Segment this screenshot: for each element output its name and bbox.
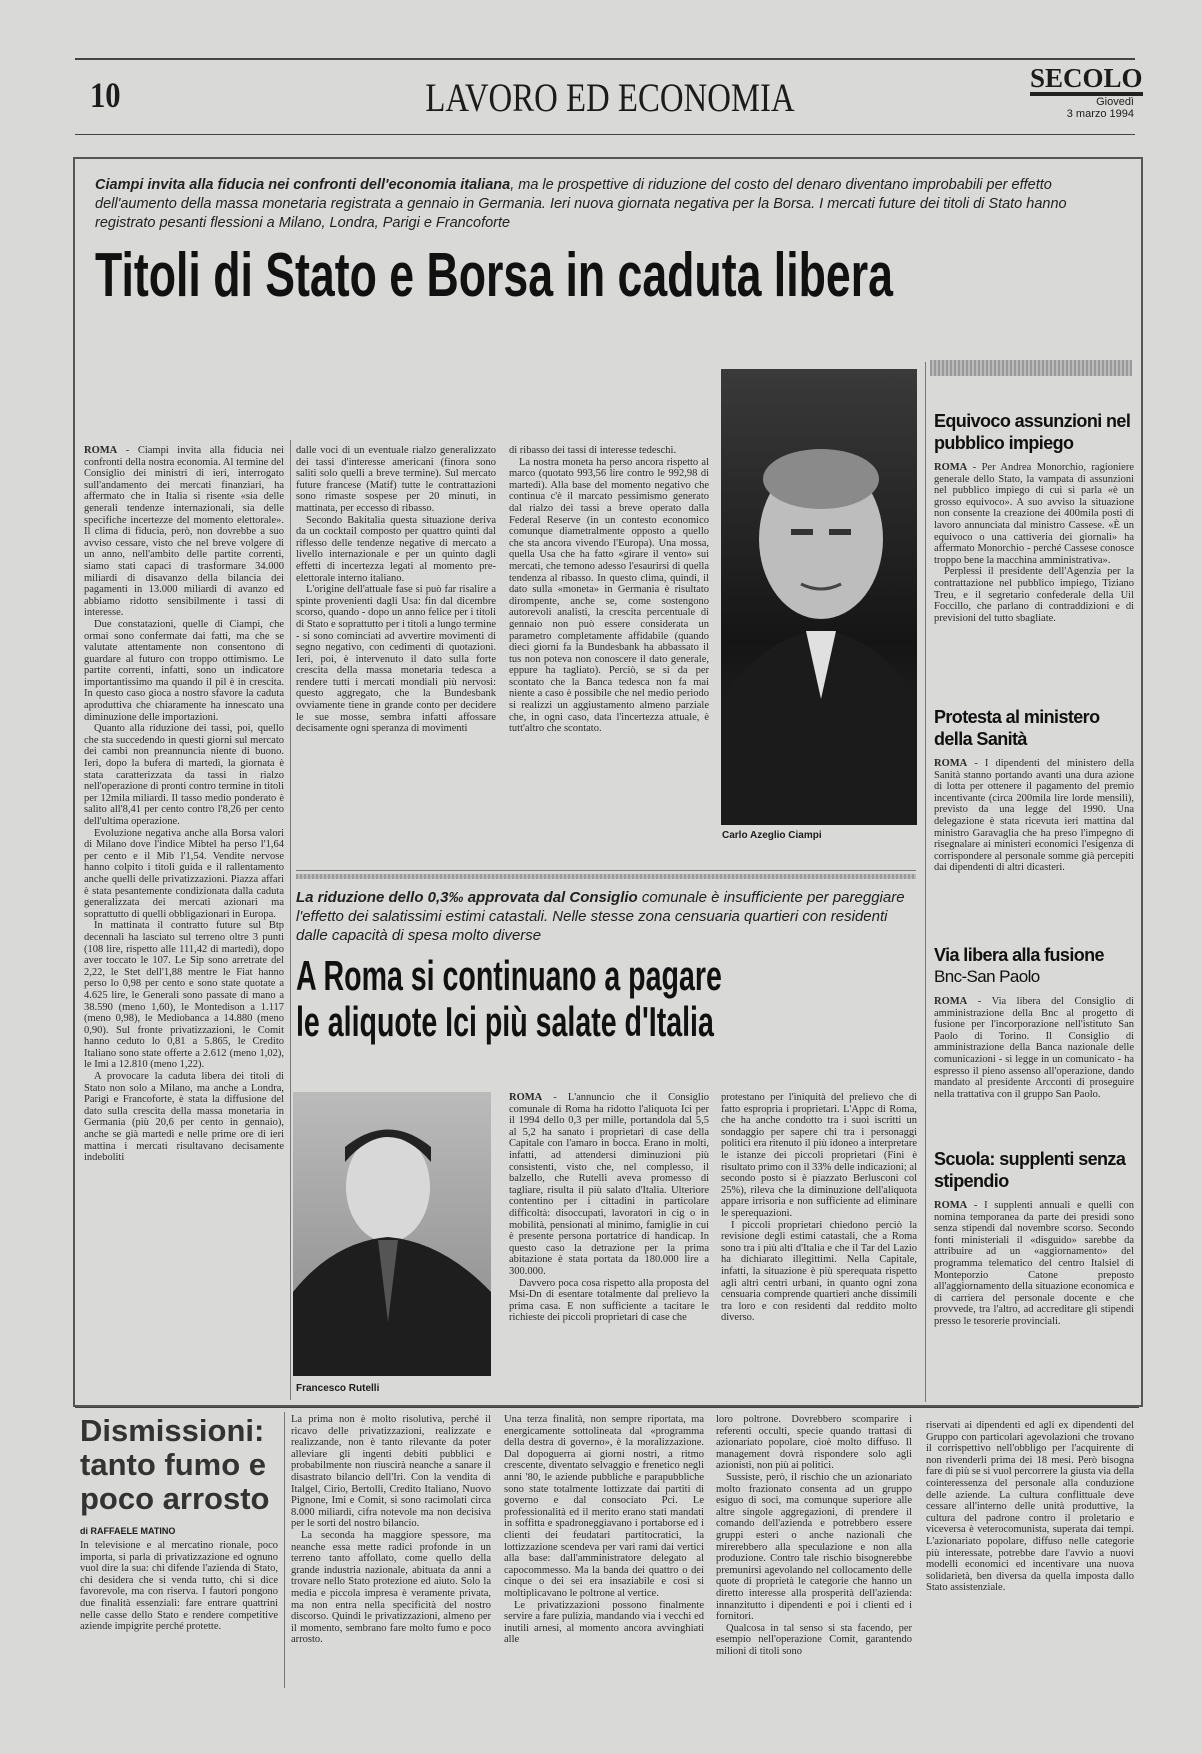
- issue-weekday: Giovedì: [1096, 96, 1134, 108]
- lead-deck: [95, 176, 1105, 233]
- lead-column-2: [296, 445, 496, 865]
- sidebar-headline-assunzioni: Equivoco assunzioni nel pubblico impiego: [934, 411, 1131, 453]
- dateline: ROMA: [84, 445, 118, 456]
- sidebar-text: - Via libera del Consiglio di amministrazione della Bnc al progetto di fusione per l'incorporazione nell'istituto San Paolo di Torino. Il Consiglio di amministrazione della Banca nazionale delle comunicazioni - si legge in un comunicato - ha espresso il pieno assenso all'operazione, dando mandato al presidente Arcconti di proseguire nella trattativa con il gruppo San Paolo.: [934, 996, 1134, 1100]
- sidebar-body-assunzioni: [934, 462, 1134, 694]
- ici-headline-line2: le aliquote Ici più salate d'Italia: [296, 998, 714, 1045]
- ici-text: I piccoli proprietari chiedono perciò la revisione degli estimi catastali, che a Roma sono tra i più alti d'Italia e che il Tar del Lazio ha dichiarato illegittimi. Nella Capitale, infatti, la situazione è più sperequata rispetto agli altri centri urbani, in quanto ogni zona censuaria comprende quartieri anche dissimili tra loro e con residenti dal reddito molto diverso.: [721, 1219, 917, 1324]
- sidebar-article-fusione: [934, 944, 1134, 1136]
- sidebar-headline-scuola: Scuola: supplenti senza stipendio: [934, 1149, 1126, 1191]
- dateline: ROMA: [509, 1092, 543, 1103]
- rutelli-photo-caption: Francesco Rutelli: [296, 1383, 380, 1394]
- lead-text: Secondo Bakitalia questa situazione deriva da un cocktail composto per quattro quinti dal riflesso delle tendenze negative di mercato a livello internazionale e per un quinto dagli effetti di incertezza legati al momento pre-elettorale interno italiano.: [296, 514, 496, 584]
- dismissioni-text: La seconda ha maggiore spessore, ma neanche essa mette radici profonde in un terreno tanto affollato, come quello della grande industria nazionale, abituata da anni a trovare nello Stato protezione ed aiuto. Solo la media e piccola impresa è veramente privata, ma non entra nella specificità del nostro discorso. Quindi le privatizzazioni, almeno per il momento, sembrano fare molto fumo e poco arrosto.: [291, 1529, 491, 1646]
- newspaper-logo: SECOLO: [1030, 64, 1143, 96]
- ici-headline-holder: [296, 953, 911, 1045]
- ici-headline: [296, 952, 722, 1045]
- sidebar: [934, 410, 1134, 1398]
- lead-text: di ribasso dei tassi di interesse tedeschi.: [509, 445, 677, 456]
- lead-headline-holder: [95, 243, 1105, 311]
- lead-column-3: [509, 445, 709, 865]
- sidebar-article-sanita: [934, 706, 1134, 932]
- section-title: LAVORO ED ECONOMIA: [425, 75, 795, 120]
- sidebar-text: Perplessi il presidente dell'Agenzia per la contrattazione nel pubblico impiego, Tiziano Treu, e il segretario confederale della Uil Foccillo, che parlano di contraddizioni e di previsioni del tutto sbagliate.: [934, 566, 1134, 624]
- lead-header-block: [95, 176, 1105, 311]
- dismissioni-headline: Dismissioni: tanto fumo e poco arrosto: [80, 1414, 270, 1516]
- page-number: 10: [90, 75, 121, 115]
- dismissioni-text: riservati ai dipendenti ed agli ex dipendenti del Gruppo con particolari agevolazioni che trovano il corrispettivo nell'obbligo per l'acquirente di non rivenderli prima dei 18 mesi. Però bisogna fare di più se si vuol percorrere la giusta via della cointeressenza del personale alla conduzione delle aziende. La cultura conflittuale deve cessare all'interno delle unità produttive, la cultura del padrone contro il proletario e viceversa è veterocomunista, superata dai tempi. L'azionariato popolare, diffuso nelle categorie più interessate, potrebbe dare l'avvio a nuovi modelli economici ed incentivare una nuova solidarietà, ben diversa da quella imposta dallo Stato assistenziale.: [926, 1420, 1134, 1594]
- column-divider: [290, 440, 291, 1400]
- lead-column-1: [84, 445, 284, 1397]
- dismissioni-column-4: [926, 1420, 1134, 1686]
- sidebar-text: - I dipendenti del ministero della Sanità stanno portando avanti una dura azione di lotta per ottenere il pagamento del premio incentivante (circa 200mila lire lorde mensili), previsto da una legge del 1990. Una delegazione è stata ricevuta ieri mattina dal ministro Garavaglia che ha preso l'impegno di risegnalare ai ministeri economici l'esigenza di corrispondere al personale somme già percepiti dai dipendenti di altri dicasteri.: [934, 758, 1134, 874]
- portrait-illustration: [721, 369, 917, 825]
- sidebar-article-assunzioni: [934, 410, 1134, 694]
- dismissioni-text: loro poltrone. Dovrebbero scomparire i referenti occulti, specie quando trattasi di azionariato popolare, cioè molto diffuso. Il management dovrà rispondere solo agli azionisti, non più ai politici.: [716, 1414, 912, 1472]
- ici-text: protestano per l'iniquità del prelievo che di fatto espropria i proprietari. L'Appc di Roma, che ha anche condotto tra i suoi iscritti un sondaggio per sapere chi tra i personaggi politici era ritenuto il più idoneo a interpretare le istanze dei piccoli proprietari (Fini è risultato primo con il 33% delle indicazioni; al secondo posto si è piazzato Berlusconi col 25%), rileva che la diminuzione dell'aliquota appare irrisoria e non sufficiente ad eliminare le sperequazioni.: [721, 1092, 917, 1219]
- ici-text: - L'annuncio che il Consiglio comunale di Roma ha ridotto l'aliquota Ici per il 1994 dello 0,3 per mille, portandola dal 5,5 al 5,2 ha sanato i proprietari di case della Capitale con l'amaro in bocca. Erano in molti, infatti, ad attendersi diminuzioni più consistenti, visto che, nel complesso, il balzello, che Rutelli aveva promesso di tagliare, risulta il più salato d'Italia. Ulteriore contentino per i cittadini in particolare difficoltà: disoccupati, lavoratori in cig o in mobilità, pensionati al minimo, famiglie in cui è presente persona portatrice di handicap. In questo caso la detrazione per la prima abitazione è stata portata da 180.000 lire a 300.000.: [509, 1092, 709, 1277]
- dismissioni-text: Qualcosa in tal senso si sta facendo, per esempio nell'operazione Comit, garantendo milioni di titoli sono: [716, 1622, 912, 1657]
- dateline: ROMA: [934, 1200, 968, 1211]
- lead-text: dalle voci di un eventuale rialzo generalizzato dei tassi d'interesse americani (finora sono saliti solo quelli a breve termine). Sul mercato future francese (Matif) tutte le contrattazioni sono rimaste sospese per 20 minuti, in mattinata, per eccesso di ribasso.: [296, 445, 496, 514]
- dismissioni-column-3: [716, 1414, 912, 1688]
- dateline: ROMA: [934, 462, 968, 473]
- lead-text: La nostra moneta ha perso ancora rispetto al marco (quotato 993,56 lire contro le 992,98 di martedì). Alla base del momento negativo che continua c'è il marcato pessimismo generato dal rialzo dei tassi a breve operato dalla Federal Reserve (in un contesto economico comunque diametralmente opposto a quello che sta ancora vivendo l'Europa). Una mossa, quella Usa che ha fatto «girare il vento» sui mercati, che temono adesso l'esaurirsi di quella tendenza al ribasso. In questo clima, quindi, il dato sulla «moneta» in Germania è risultato dirompente, anche se, come sostengono autorevoli analisti, la crescita percentuale di gennaio non può essere considerata un parametro completamente affidabile (quando dieci giorni fa la Bundesbank ha abbassato il tus non poteva non conoscere il dato generale, eppure ha tagliato). Perciò, se si da per scontato che la Banca tedesca non fa mai niente a caso è possibile che nel medio periodo si realizzi un aggiustamento almeno parziale che, in ogni caso, data l'incertezza attuale, è tutt'altro che scontato.: [509, 456, 709, 735]
- lead-deck-bold: Ciampi invita alla fiducia nei confronti dell'economia italiana: [95, 177, 511, 193]
- ici-column-1: [509, 1092, 709, 1396]
- column-divider: [284, 1412, 285, 1688]
- sidebar-body-scuola: [934, 1200, 1134, 1374]
- dismissioni-text: La prima non è molto risolutiva, perché il ricavo delle privatizzazioni, realizzate e realizzande, non è tanto rilevante da poter alleviare gli ingenti debiti pubblici e probabilmente non riuscirà neanche a sanare il disastrato bilancio dell'Iri. Con la vendita di Italgel, Cirio, Bertolli, Credito Italiano, Nuovo Pignone, Imi e Comit, si sono racimolati circa 8.000 miliardi, cifra notevole ma non decisiva per le sorti del nostro bilancio.: [291, 1414, 491, 1530]
- rutelli-photo: [293, 1092, 491, 1376]
- issue-date: 3 marzo 1994: [1066, 108, 1134, 120]
- headline-line: Via libera alla fusione: [934, 945, 1104, 965]
- sidebar-text: - I supplenti annuali e quelli con nomina temporanea da parte dei presidi sono senza stipendi dal novembre scorso. Secondo fonti ministeriali il «disguido» sarebbe da attribuire ad un «aggiornamento» del programma telematico del centro Italsiel di Monteporzio Catone preposto all'aggiornamento della situazione economica e di carriera del personale docente e che provvede, tra l'altro, ad accreditare gli stipendi presso le tesorerie provinciali.: [934, 1200, 1134, 1327]
- section-divider: [296, 870, 916, 871]
- sidebar-top-bar: [930, 360, 1132, 376]
- divider-bar: [296, 874, 916, 879]
- masthead: [1030, 63, 1143, 120]
- lead-text: Due constatazioni, quelle di Ciampi, che ormai sono confermate dai fatti, ma che se valutate attentamente non consentono di guardare al futuro con troppo ottimismo. Le partite correnti, infatti, sono un indicatore importantissimo ma quando il pil è in crescita. In questo caso gioca a nostro sfavore la caduta aproduttiva che chiaramente ha innescato una diminuzione delle importazioni.: [84, 618, 284, 723]
- lead-text: L'origine dell'attuale fase si può far risalire a spinte provenienti dagli Usa: fin dal dicembre scorso, quando - dopo un anno felice per i titoli di Stato e soprattutto per i titoli a lungo termine - si sono cominciati ad avvertire movimenti di segno negativo, con cedimenti di quotazioni. Ieri, poi, è intervenuto il dato sulla forte crescita della massa monetaria tedesca a rendere tutti i mercati mondiali più nervosi: questo aggregato, che la Bundesbank ovviamente tiene in grande conto per decidere le sue mosse, sembra infatti affossare decisamente ogni speranza di movimenti: [296, 584, 496, 735]
- bottom-section-rule: [75, 1407, 1139, 1408]
- portrait-illustration: [293, 1092, 491, 1376]
- ici-header-block: [296, 888, 911, 1045]
- dateline: ROMA: [934, 996, 968, 1007]
- sidebar-body-fusione: [934, 996, 1134, 1136]
- ciampi-photo: [721, 369, 917, 825]
- dateline: ROMA: [934, 758, 968, 769]
- dismissioni-column-2: [504, 1414, 704, 1688]
- dismissioni-left-block: [80, 1414, 278, 1686]
- byline: di RAFFAELE MATINO: [80, 1526, 176, 1536]
- sidebar-headline-sanita: Protesta al ministero della Sanità: [934, 707, 1100, 749]
- sidebar-article-scuola: [934, 1148, 1134, 1374]
- ciampi-photo-caption: Carlo Azeglio Ciampi: [722, 830, 822, 841]
- ici-deck-bold: La riduzione dello 0,3‰ approvata dal Consiglio: [296, 889, 638, 906]
- lead-text: A provocare la caduta libera dei titoli di Stato non solo a Milano, ma anche a Londra, Parigi e Francoforte, è stata la diffusione del dato sulla crescita della massa monetaria in Germania (più 20,6 per cento in gennaio), anche se già martedì e nelle prime ore di ieri mattina i mercati risultavano decisamente indeboliti: [84, 1071, 284, 1164]
- sidebar-body-sanita: [934, 758, 1134, 932]
- dismissioni-text: Sussiste, però, il rischio che un azionariato molto frazionato consenta ad un gruppo esiguo di soci, ma comunque superiore alle altre singole aggregazioni, di prendere il comando dell'azienda e potrebbero essere gruppi esteri o anche nazionali che mirerebbero alla speculazione e non alla produzione. Contro tale rischio bisognerebbe premunirsi agevolando nel collocamento delle quote di proprietà le categorie che hanno un diretto interesse alla prosperità dell'azienda: innanzitutto i dipendenti e poi i clienti ed i fornitori.: [716, 1471, 912, 1623]
- sidebar-text: - Per Andrea Monorchio, ragioniere generale dello Stato, la vampata di assunzioni nel pubblico impiego di cui si parla «è un grosso equivoco». A suo avviso la situazione non consente la creazione dei 400mila posti di lavoro annunciata dal ministro Cassese. «È un equivoco o una cattiveria dei giornali» ha affermato Monorchio - perché Cassese conosce troppo bene la macchina amministrativa».: [934, 462, 1134, 566]
- ici-text: Davvero poca cosa rispetto alla proposta del Msi-Dn di esentare totalmente dal prelievo la prima casa. E non sufficiente a tacitare le richieste dei piccoli proprietari di case che: [509, 1277, 709, 1324]
- headline-line: Bnc-San Paolo: [934, 967, 1040, 986]
- lead-text: - Ciampi invita alla fiducia nei confronti della nostra economia. Al termine del Consiglio dei ministri di ieri, interrogato sull'andamento dei mercati finanziari, ha affermato che in Italia si risente «sia delle generali tendenze internazionali, sia delle specifiche incertezze del momento elettorale». Il clima di fiducia, però, non dovrebbe a suo avviso cessare, visto che nel breve volgere di un anno, nell'ambito delle partite correnti, siamo stati capaci di trasformare 34.000 miliardi di disavanzo della bilancia dei pagamenti in 13.000 miliardi di avanzo ed abbiamo ridotto sensibilmente i tassi di interesse.: [84, 445, 284, 619]
- dismissioni-column-0: [80, 1540, 278, 1633]
- dismissioni-column-1: [291, 1414, 491, 1688]
- ici-headline-line1: A Roma si continuano a pagare: [296, 952, 722, 999]
- dismissioni-text: In televisione e al mercatino rionale, poco importa, si parla di privatizzazione ed ognuno vuol dire la sua: chi difende l'azienda di Stato, chi desidera che si venda tutto, chi si dice favorevole, ma con riserva. I fautori pongono due finalità essenziali: fare entrare quattrini nelle casse dello Stato e rendere competitive aziende impigrite perché protette.: [80, 1540, 278, 1633]
- sidebar-divider: [925, 362, 926, 1402]
- lead-text: Evoluzione negativa anche alla Borsa valori di Milano dove l'indice Mibtel ha perso l'1,64 per cento e il Mib l'1,54. Vendite nervose hanno colpito i titoli guida e il rallentamento anche quelli delle privatizzazioni. Piazza affari è stata pesantemente condizionata dalla caduta generalizzata dei mercati azionari ma soprattutto di quelli obbligazionari in Europa.: [84, 827, 284, 920]
- lead-deck-rest: , ma le prospettive di riduzione del costo del denaro diventano improbabili per effetto dell'aumento della massa monetaria registrata a gennaio in Germania. Ieri nuova giornata negativa per la Borsa. I mercati future dei titoli di Stato hanno registrato pesanti flessioni a Milano, Londra, Parigi e Francoforte: [95, 177, 1067, 231]
- dismissioni-text: Le privatizzazioni possono finalmente servire a fare pulizia, mandando via i vecchi ed inutili arnesi, al momento ancora avvinghiati alle: [504, 1599, 704, 1646]
- lead-text: Quanto alla riduzione dei tassi, poi, quello che sta succedendo in questi giorni sul mercato dei cambi non preannuncia niente di buono. Ieri, dopo la bufera di martedì, la giornata è stata caratterizzata da tassi in rialzo nell'operazione di pronti contro termine in titoli per 12mila miliardi. Il tasso medio ponderato è salito all'8,41 per cento contro l'8,26 per cento dell'ultima operazione.: [84, 723, 284, 827]
- ici-deck: [296, 888, 911, 945]
- header-top-rule: [75, 58, 1135, 60]
- ici-deck-rest: comunale è insufficiente per pareggiare l'effetto dei salatissimi estimi catastali. Nelle stesse zona censuaria quartieri con residenti dalle capacità di spesa molto diverse: [296, 889, 905, 944]
- dismissioni-text: Una terza finalità, non sempre riportata, ma energicamente sottolineata dal «programma della destra di governo», è la moralizzazione. Dal dopoguerra ai giorni nostri, a ritmo crescente, diventato selvaggio e frenetico negli anni '80, le aziende pubbliche e parapubbliche sono state totalmente lottizzate dai partiti di governo e dal consociato Pci. Le professionalità ed il merito erano stati mandati in soffitta e spadroneggiavano i portaborse ed i clienti dei feudatari partitocratici, la lottizzazione scendeva per vari rami dai vertici alla base: dall'amministratore delegato al capocommesso. Ma la banda dei quattro o dei cinque o dei sei era insaziabile e così si moltiplicavano le poltrone al vertice.: [504, 1414, 704, 1599]
- header-bottom-rule: [75, 134, 1135, 135]
- lead-headline: Titoli di Stato e Borsa in caduta libera: [95, 241, 893, 310]
- sidebar-headline-fusione: [934, 944, 1134, 988]
- ici-column-2: [721, 1092, 917, 1396]
- lead-text: In mattinata il contratto future sul Btp decennali ha lasciato sul terreno oltre 3 punti (108 lire, rispetto alle 111,42 di martedì), dopo aver toccato le 107. Le Sip sono arretrate del 2,22, le Stet dell'1,88 mentre le Fiat hanno perso lo 0,98 per cento e sono state quotate a 4.625 lire, le Generali sono passate di mano a 38.590 (meno 1,60), le Montedison a 1.117 (meno 0,98), le Mediobanca a 14.880 (meno 0,90). Sul fronte privatizzazioni, le Comit hanno ceduto lo 0,81 a 5.865, le Credito Italiano sono state offerte a 2.612 (meno 1,02), le Imi a 12.810 (meno 1,22).: [84, 920, 284, 1071]
